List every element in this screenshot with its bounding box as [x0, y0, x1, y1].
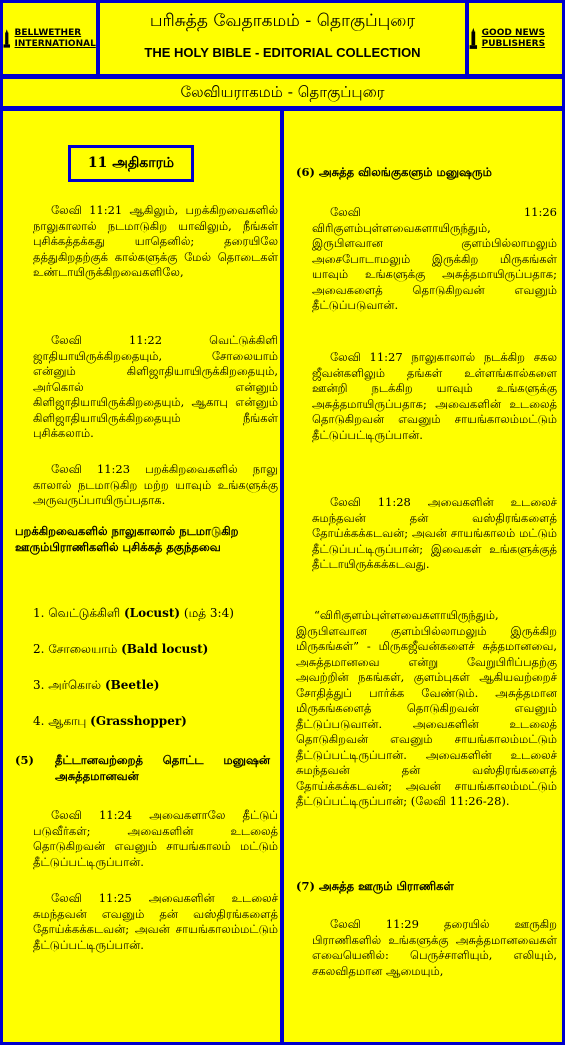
section-heading: தீட்டானவற்றைத் தொட்ட மனுஷன் அசுத்தமானவன்: [55, 753, 270, 783]
verse-paragraph: லேவி 11:24 அவைகளாலே தீட்டுப் படுவீர்கள்; அவைகளின் உடலைத் தொடுகிறவன் எவனும் சாயங்காலம் மட்டும் தீட்டுப்பட்டிருப்பான்.: [33, 808, 278, 869]
goodnews-logo-text: GOOD NEWS PUBLISHERS: [481, 27, 546, 49]
commentary-paragraph: “விரிகுளம்புள்ளவைகளாயிருந்தும், இருபிளவான குளம்பில்லாமலும் இருக்கிற மிருகங்கள்” - மிருகஜீவன்களைச் சுத்தமானவை, அசுத்தமானவை என்று வேறுபிரிப்பதற்கு அவற்றின் நகங்கள், குளம்புகள் ஆகியவற்றைச் சோதித்துப் பார்க்க வேண்டும். அசுத்தமான மிருகங்களைத் தொடுகிறவன் எவனும் தீட்டுப்படுவான். அவைகளின் உடலைத் தொடுகிறவன் எவனும் சாயங்காலம்மட்டும் தீட்டுப்பட்டிருப்பான். அவைகளின் உடலைச் சுமந்தவன் தன் வஸ்திரங்களைத் தோய்க்கக்கடவன்; அவன் சாயங்காலம்மட்டும் தீட்டுப்பட்டிருப்பான்; (லேவி 11:26-28).: [296, 608, 557, 808]
bellwether-logo-text: BELLWETHER INTERNATIONAL: [14, 27, 96, 49]
section-number: (5): [15, 753, 34, 767]
list-item: 2. சோலையாம் (Bald locust): [33, 642, 209, 656]
left-column: [0, 108, 283, 1045]
page-subtitle: லேவியராகமம் - தொகுப்புரை: [180, 83, 385, 101]
title-english: THE HOLY BIBLE - EDITORIAL COLLECTION: [144, 45, 421, 60]
right-column: [281, 108, 565, 1045]
verse-paragraph: லேவி 11:25 அவைகளின் உடலைச் சுமந்தவன் எவனும் தன் வஸ்திரங்களைத் தோய்க்கக்கடவன்; அவன் சாயங்காலம்மட்டும் தீட்டுப்பட்டிருப்பான்.: [33, 891, 278, 952]
verse-paragraph: லேவி 11:29 தரையில் ஊருகிற பிராணிகளில் உங்களுக்கு அசுத்தமானவைகள் எவையெனில்: பெருச்சாளியும், எலியும், சகலவிதமான ஆமையும்,: [312, 917, 557, 978]
verse-paragraph: லேவி 11:28 அவைகளின் உடலைச் சுமந்தவன் தன் வஸ்திரங்களைத் தோய்க்கக்கடவன்; அவன் சாயங்காலம் மட்டும் தீட்டுப்பட்டிருப்பான்; இவைகள் உங்களுக்குத் தீட்டாயிருக்கக்கடவது.: [312, 495, 557, 571]
verse-paragraph: லேவி 11:21 ஆகிலும், பறக்கிறவைகளில் நாலுகாலால் நடமாடுகிற யாவிலும், நீங்கள் புசிக்கத்தக்கது யாதெனில்; தரையிலே தத்துகிறதற்குக் கால்களுக்கு மேல் தொடைகள் உண்டாயிருக்கிறவைகளிலே,: [33, 203, 278, 279]
title-box: [97, 0, 468, 77]
section-heading: (6) அசுத்த விலங்குகளும் மனுஷரும்: [296, 165, 492, 179]
subtitle-box: [0, 76, 565, 109]
verse-paragraph: லேவி 11:26 விரிகுளம்புள்ளவைகளாயிருந்தும், இருபிளவான குளம்பில்லாமலும் அசைபோடாமலும் இருக்கிற மிருகங்கள் யாவும் உங்களுக்கு அசுத்தமாயிருப்பதாக; அவைகளைத் தொடுகிறவன் எவனும் தீட்டுப்படுவான்.: [312, 205, 557, 312]
section-heading: (7) அசுத்த ஊரும் பிராணிகள்: [296, 879, 454, 893]
lamp-icon: [469, 21, 478, 57]
logo-right-box: [466, 0, 565, 77]
logo-left-box: [0, 0, 99, 77]
verse-paragraph: லேவி 11:23 பறக்கிறவைகளில் நாலு காலால் நடமாடுகிற மற்ற யாவும் உங்களுக்கு அருவருப்பாயிருப்பதாக.: [33, 462, 278, 507]
list-item: 1. வெட்டுக்கிளி (Locust) (மத் 3:4): [33, 606, 234, 620]
title-tamil: பரிசுத்த வேதாகமம் - தொகுப்புரை: [149, 11, 416, 31]
section-heading: பறக்கிறவைகளில் நாலுகாலால் நடமாடுகிற ஊரும்பிராணிகளில் புசிக்கத் தகுந்தவை: [15, 524, 239, 554]
verse-paragraph: லேவி 11:22 வெட்டுக்கிளி ஜாதியாயிருக்கிறதையும், சோலையாம் என்னும் கிளிஜாதியாயிருக்கிறதையும், அர்கொல் என்னும் கிளிஜாதியாயிருக்கிறதையும், ஆகாபு என்னும் கிளிஜாதியாயிருக்கிறதையும் நீங்கள் புசிக்கலாம்.: [33, 333, 278, 440]
list-item: 4. ஆகாபு (Grasshopper): [33, 714, 187, 728]
lamp-icon: [3, 21, 11, 57]
verse-paragraph: லேவி 11:27 நாலுகாலால் நடக்கிற சகல ஜீவன்களிலும் தங்கள் உள்ளங்கால்களை ஊன்றி நடக்கிற யாவும் உங்களுக்கு அசுத்தமாயிருப்பதாக; அவைகளின் உடலைத் தொடுகிறவன் எவனும் சாயங்காலம்மட்டும் தீட்டுப்பட்டிருப்பான்.: [312, 350, 557, 442]
chapter-heading: 11 அதிகாரம்: [68, 145, 194, 182]
list-item: 3. அர்கொல் (Beetle): [33, 678, 160, 692]
